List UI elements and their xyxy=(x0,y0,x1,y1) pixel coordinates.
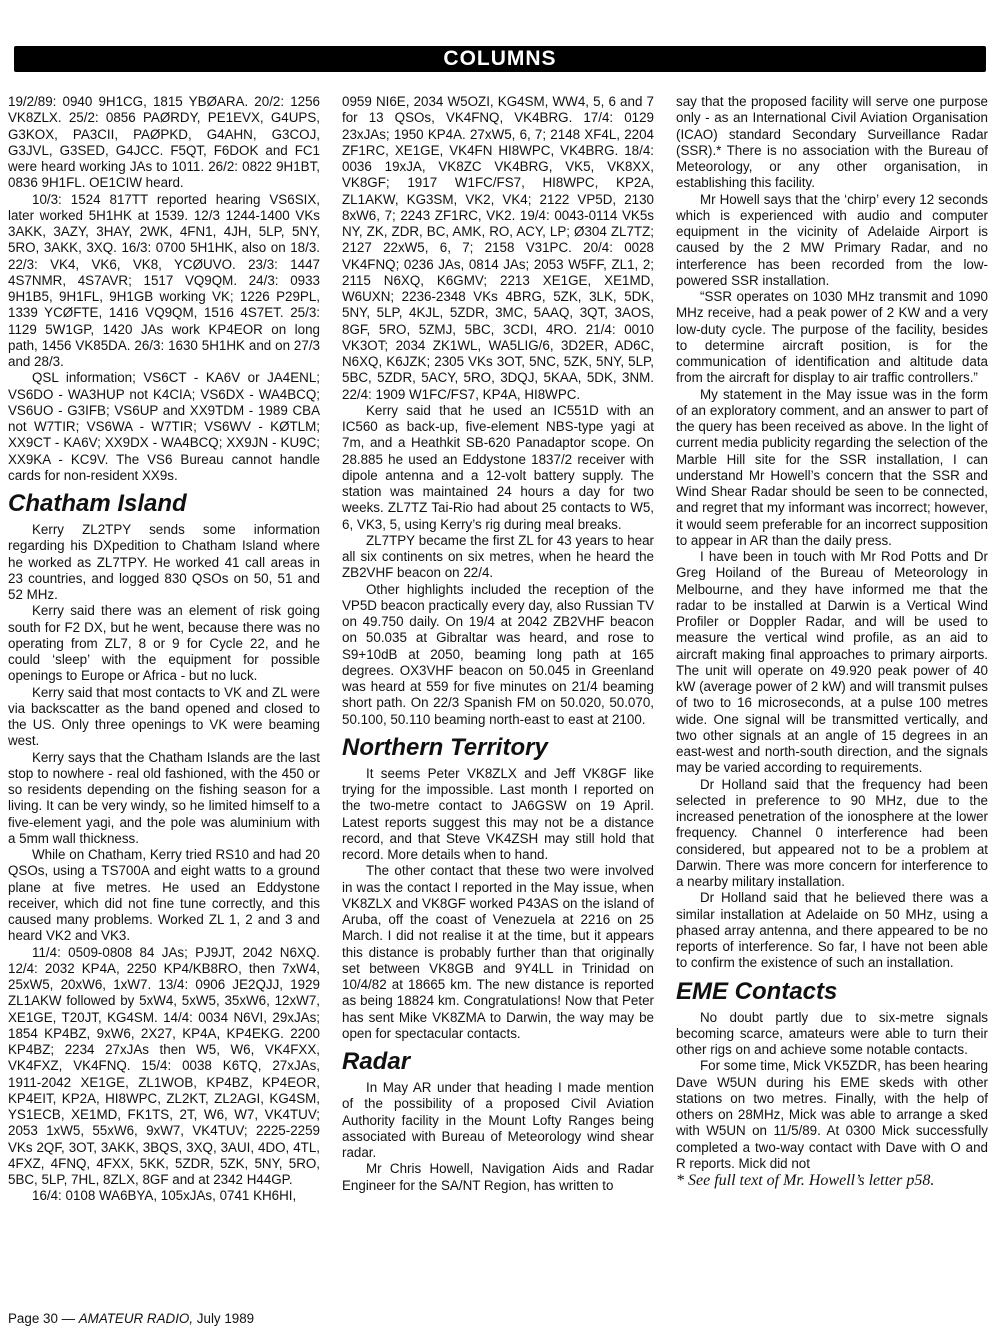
paragraph: Kerry said that most contacts to VK and ZL were via backscatter as the band opened and closed to the US. Only three openings to VK were beaming west. xyxy=(8,684,320,749)
paragraph: I have been in touch with Mr Rod Potts and Dr Greg Hoiland of the Bureau of Meteorology in Melbourne, and they have informed me that the radar to be installed at Darwin is a Vertical Wind Profiler or Doppler Radar, and will be used to measure the vertical wind profile, as an aid to aircraft making final approaches to primary airports. The unit will operate on 49.920 peak power of 40 kW (average power of 2 kW) and will transmit pulses of two to 16 microseconds, at a pulse 100 metres wide. One signal will be transmitted vertically, and two other signals at an angle of 15 degrees in an east-west and north-south direction, and the signals may be varied according to requirements. xyxy=(676,549,988,776)
section-title: COLUMNS xyxy=(443,47,557,70)
footnote: * See full text of Mr. Howell’s letter p58. xyxy=(676,1172,935,1189)
column-1 xyxy=(8,94,320,1316)
paragraph: Other highlights included the reception of the VP5D beacon practically every day, also Russian TV on 49.750 daily. On 19/4 at 2042 ZB2VHF beacon on 50.035 at Gibraltar was heard, and rose to S9+10dB at 2050, beaming long path at 165 degrees. OX3VHF beacon on 50.045 in Greenland was heard at 559 for five minutes on 21/4 beaming short path. On 22/3 Spanish FM on 50.020, 50.070, 50.100, 50.110 beaming north-east to east at 2100. xyxy=(342,581,654,727)
paragraph: Kerry says that the Chatham Islands are the last stop to nowhere - real old fashioned, with the 450 or so residents depending on the fishing season for a living. It can be very windy, so he limited himself to a five-element yagi, and the pole was aluminium with a 5mm wall thickness. xyxy=(8,749,320,846)
paragraph: Mr Howell says that the ‘chirp’ every 12 seconds which is experienced with audio and computer equipment in the vicinity of Adelaide Airport is caused by the 2 MW Primary Radar, and no interference has been recorded from the low-powered SSR installation. xyxy=(676,191,988,288)
heading-eme-contacts: EME Contacts xyxy=(676,977,838,1005)
magazine-name: AMATEUR RADIO, xyxy=(78,1311,194,1326)
page-footer xyxy=(8,1311,254,1326)
paragraph: In May AR under that heading I made mention of the possibility of a proposed Civil Aviation Authority facility in the Mount Lofty Ranges being associated with Bureau of Meteorology wind shear radar. xyxy=(342,1080,654,1160)
paragraph: Kerry ZL2TPY sends some information regarding his DXpedition to Chatham Island where he worked as ZL7TPY. He worked 41 call areas in 23 countries, and logged 830 QSOs on 50, 51 and 52 MHz. xyxy=(8,522,320,602)
paragraph: 0959 NI6E, 2034 W5OZI, KG4SM, WW4, 5, 6 and 7 for 13 QSOs, VK4FNQ, VK4BRG. 17/4: 0129 23xJAs; 1950 KP4A. 27xW5, 6, 7; 2148 XF4L, 2204 ZF1RC, XE1GE, VK4FN HI8WPC, VK4BRG. 18/4: 0036 19xJA, VK8ZC VK4BRG, VK5, VK8XX, VK8GF; 1917 W1FC/FS7, HI8WPC, KP2A, ZL1AKW, KG3SM, VK2, VK4; 2122 VP5D, 2130 8xW6, 7; 2243 ZF1RC, VK2. 19/4: 0043-0114 VK5s NY, ZK, ZDR, BC, AMK, RO, ACY, LP; Ø304 ZL7TZ; 2127 22xW5, 6, 7; 2158 V31PC. 20/4: 0028 VK4FNQ; 0236 JAs, 0814 JAs; 2053 W5FF, ZL1, 2; 2115 N6XQ, K6GMV; 2213 XE1GE, XE1MD, W6UXN; 2236-2348 VKs 4BRG, 5ZK, 3LK, 5DK, 5NY, 5LP, 4KJL, 5ZDR, 3MC, 5AAQ, 3QT, 3AOS, 8GF, 5RO, 5ZMJ, 5BC, 3CDI, 4RO. 21/4: 0010 VK3OT; 2034 ZK1WL, WA5LIG/6, 3D2ER, AD6C, N6XQ, K6JZK; 2305 VKs 3OT, 5NC, 5ZK, 5NY, 5LP, 5BC, 5ZDR, 5ACY, 5RO, 3DQJ, 5KAA, 5DK, 3NM. 22/4: 1909 W1FC/FS7, KP4A, HI8WPC. xyxy=(342,94,654,402)
paragraph: ZL7TPY became the first ZL for 43 years to hear all six continents on six metres, when he heard the ZB2VHF beacon on 22/4. xyxy=(342,532,654,581)
paragraph: 10/3: 1524 817TT reported hearing VS6SIX, later worked 5H1HK at 1539. 12/3 1244-1400 VKs 3AKK, 3AZY, 3HAY, 2WK, 4FN1, 4JH, 5LP, 5NY, 5RO, 3AKK, 3XQ. 16/3: 0700 5H1HK, also on 18/3. 22/3: VK4, VK6, VK8, YCØUVO. 23/3: 1447 4S7NMR, 4S7AVR; 1517 VQ9QM. 24/3: 0933 9H1B5, 9H1FL, 9H1GB working VK; 1226 P29PL, 1339 YCØFTE, 1416 VQ9QM, 1516 4S7ET. 25/3: 1129 5W1GP, 1420 JAs work KP4EOR on long path, 1456 VK85DA. 26/3: 1630 5H1HK and on 27/3 and 28/3. xyxy=(8,191,320,369)
heading-chatham-island: Chatham Island xyxy=(8,490,187,517)
paragraph: Dr Holland said that the frequency had been selected in preference to 90 MHz, due to the increased penetration of the ionosphere at the lower frequency. Channel 0 interference had been considered, but appeared not to be a problem at Darwin. There was more concern for interference to a nearby military installation. xyxy=(676,776,988,889)
paragraph: say that the proposed facility will serve one purpose only - as an International Civil Aviation Organisation (ICAO) standard Secondary Surveillance Radar (SSR).* There is no association with the Bureau of Meteorology, or any other organisation, in establishing this facility. xyxy=(676,94,988,191)
paragraph: No doubt partly due to six-metre signals becoming scarce, amateurs were able to turn their other rigs on and achieve some notable contacts. xyxy=(676,1009,988,1057)
heading-radar: Radar xyxy=(342,1048,411,1075)
page-number: Page 30 — xyxy=(8,1311,75,1326)
paragraph: Dr Holland said that he believed there was a similar installation at Adelaide on 50 MHz, using a phased array antenna, and there appeared to be no reports of interference. So far, I have not been able to confirm the existence of such an installation. xyxy=(676,890,988,971)
paragraph: For some time, Mick VK5ZDR, has been hearing Dave W5UN during his EME skeds with other stations on two metres. Finally, with the help of others on 28MHz, Mick was able to arrange a sked with W5UN on 11/5/89. At 0300 Mick successfully completed a two-way contact with Dave with O and R reports. Mick did not xyxy=(676,1058,988,1171)
paragraph: Mr Chris Howell, Navigation Aids and Radar Engineer for the SA/NT Region, has written to xyxy=(342,1161,654,1193)
paragraph: 19/2/89: 0940 9H1CG, 1815 YBØARA. 20/2: 1256 VK8ZLX. 25/2: 0856 PAØRDY, PE1EVX, G4UPS, G3KOX, PA3CII, PAØPKD, G4AHN, G3COJ, G3JVL, G3SED, G4JCC. F5QT, F6DOK and FC1 were heard working JAs to 1011. 26/2: 0822 9H1BT, 0836 9H1FL. OE1CIW heard. xyxy=(8,94,320,191)
column-3 xyxy=(676,94,988,1316)
paragraph: “SSR operates on 1030 MHz transmit and 1090 MHz receive, had a peak power of 2 KW and a very low-duty cycle. The purpose of the facility, besides to determine aircraft position, is for the communication of identification and altitude data from the aircraft for display to air traffic controllers.” xyxy=(676,289,988,386)
paragraph: My statement in the May issue was in the form of an exploratory comment, and an answer to part of the query has been received as above. In the light of current media publicity regarding the selection of the Marble Hill site for the SSR installation, I can understand Mr Howell’s concern that the SSR and Wind Shear Radar should be seen to be connected, and regret that my informant was incorrect; however, it would seem preferable for an incorrect supposition to appear in AR than the daily press. xyxy=(676,386,988,548)
paragraph: 11/4: 0509-0808 84 JAs; PJ9JT, 2042 N6XQ. 12/4: 2032 KP4A, 2250 KP4/KB8RO, then 7xW4, 25xW5, 20xW6, 1xW7. 13/4: 0906 JE2QJJ, 1929 ZL1AKW followed by 5xW4, 5xW5, 35xW6, 12xW7, XE1GE, T20JT, KG4SM. 14/4: 0034 N6VI, 29xJAs; 1854 KP4BZ, 9xW6, 2X27, KP4A, KP4EKG. 2200 KP4BZ; 2234 27xJAs then W5, W6, VK4FXX, VK4FXZ, VK4FNQ. 15/4: 0038 K6TQ, 27xJAs, 1911-2042 XE1GE, ZL1WOB, KP4BZ, KP4EOR, KP4EIT, KP2A, HI8WPC, ZL2KT, ZL2AGI, KG4SM, YS1ECB, XE1MD, FK1TS, 2T, W6, W7, VK4TUV; 2053 1xW5, 55xW6, 9xW7, VK4TUV; 2225-2259 VKs 2QF, 3OT, 3AKK, 3BQS, 3XQ, 3AUI, 4DO, 4TL, 4FXZ, 4FNQ, 4FXX, 5KK, 5ZDR, 5ZK, 5NY, 5RO, 5BC, 5LP, 7HL, 8ZLX, 8GF and at 2342 H44GP. xyxy=(8,944,320,1187)
paragraph: It seems Peter VK8ZLX and Jeff VK8GF like trying for the impossible. Last month I reported on the two-metre contact to JA6GSW on 19 April. Latest reports suggest this may not be a distance record, and that Steve VK4ZSH may still hold that record. More details when to hand. xyxy=(342,765,654,862)
heading-northern-territory: Northern Territory xyxy=(342,733,548,761)
paragraph: 16/4: 0108 WA6BYA, 105xJAs, 0741 KH6HI, xyxy=(32,1188,297,1204)
paragraph: While on Chatham, Kerry tried RS10 and had 20 QSOs, using a TS700A and eight watts to a ground plane at five metres. He used an Eddystone receiver, which did not fine tune correctly, and this caused many problems. Worked ZL 1, 2 and 3 and heard VK2 and VK3. xyxy=(8,847,320,944)
columns-banner xyxy=(14,46,986,72)
paragraph: QSL information; VS6CT - KA6V or JA4ENL; VS6DO - WA3HUP not K4CIA; VS6DX - WA4BCQ; VS6UO - G3IFB; VS6UP and XX9TDM - 1989 CBA not W7TIR; VS6WA - W7TIR; VS6WV - KØTLM; XX9CT - KA6V; XX9DX - WA4BCQ; XX9JN - KU9C; XX9KA - KC9V. The VS6 Bureau cannot handle cards for non-resident XX9s. xyxy=(8,370,320,483)
paragraph: The other contact that these two were involved in was the contact I reported in the May issue, when VK8ZLX and VK8GF worked P43AS on the island of Aruba, off the coast of Venezuela at 2216 on 25 March. I did not realise it at the time, but it appears this distance is probably further than that originally set between VK8GB and 9Y4LL in Trinidad on 10/4/82 at 18665 km. The new distance is reported as being 18824 km. Congratulations! Now that Peter has sent Mike VK8ZMA to Darwin, the way may be open for spectacular contacts. xyxy=(342,863,654,1041)
column-2 xyxy=(342,94,654,1316)
paragraph: Kerry said that he used an IC551D with an IC560 as back-up, five-element NBS-type yagi at 7m, and a Heathkit SB-620 Panadaptor scope. On 28.885 he used an Eddystone 1837/2 receiver with dipole antenna and a 12-volt battery supply. The station was maintained 24 hours a day for two weeks. ZL7TZ Tai-Rio had about 25 contacts to W5, 6, VK3, 5, using Kerry’s rig during meal breaks. xyxy=(342,402,654,532)
issue-date: July 1989 xyxy=(196,1311,255,1326)
paragraph: Kerry said there was an element of risk going south for F2 DX, but he went, because there was no operating from ZL7, 8 or 9 for Cycle 22, and he could ‘sleep’ with the equipment for possible openings to Europe or Africa - but no luck. xyxy=(8,603,320,684)
